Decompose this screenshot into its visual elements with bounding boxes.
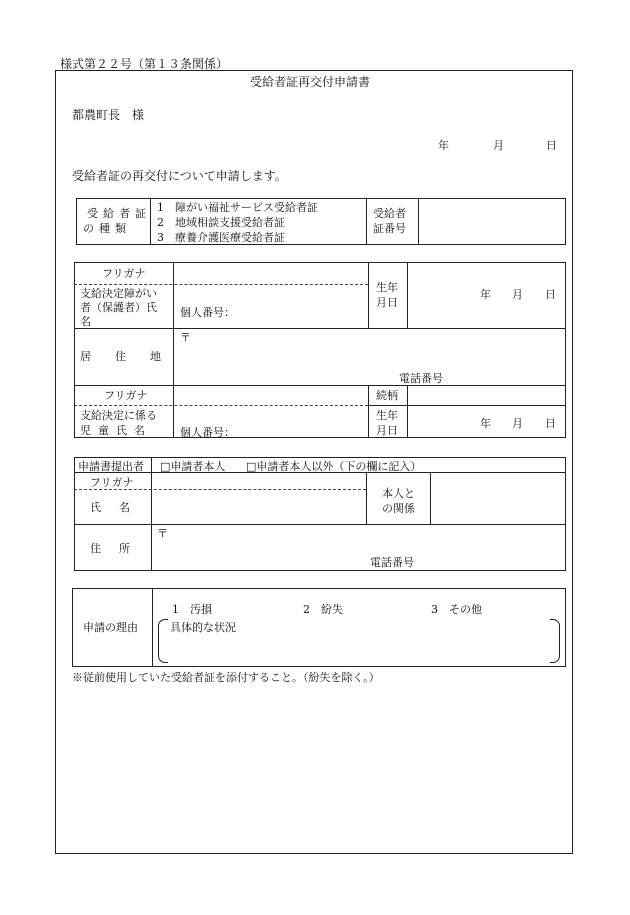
cert-number-field[interactable] [419, 199, 565, 244]
page-title: 受給者証再交付申請書 [250, 75, 371, 89]
submitter-label: 申請書提出者 [78, 460, 144, 473]
detail-bracket-left [158, 619, 168, 663]
relation-label: 続柄 [376, 389, 398, 402]
reason-option-soiled[interactable]: 1 汚損 [172, 603, 212, 616]
date-month[interactable]: 月 [493, 139, 504, 152]
birth-month[interactable]: 月 [512, 288, 523, 301]
address-field[interactable] [174, 329, 565, 384]
submitter-furigana-field[interactable] [152, 473, 365, 488]
child-birth-year[interactable]: 年 [480, 417, 491, 430]
child-birth-label: 生年 [376, 409, 398, 422]
submitter-other-checkbox[interactable]: □申請者本人以外（下の欄に記入） [246, 460, 422, 473]
detail-label: 具体的な状況 [170, 621, 236, 634]
child-birth-label-2: 月日 [376, 424, 398, 437]
cert-option-1[interactable]: 1 障がい福祉サービス受給者証 [157, 201, 318, 214]
applicant-name-label-3: 名 [80, 315, 91, 328]
relation-field[interactable] [408, 386, 565, 404]
reason-option-lost[interactable]: 2 紛失 [303, 603, 343, 616]
birth-year[interactable]: 年 [480, 288, 491, 301]
submitter-address-label: 住所 [90, 542, 148, 555]
cert-type-label: 受給者証 [87, 207, 151, 220]
cert-number-label: 受給者 [373, 207, 406, 220]
phone-label: 電話番号 [399, 372, 443, 385]
birth-label-2: 月日 [376, 296, 398, 309]
applicant-furigana-field[interactable] [174, 263, 367, 283]
child-name-field[interactable] [174, 406, 367, 437]
footnote: ※従前使用していた受給者証を添付すること。（紛失を除く。） [72, 671, 380, 684]
submitter-phone-label: 電話番号 [370, 556, 414, 569]
submitter-relation-field[interactable] [431, 473, 565, 523]
cert-option-3[interactable]: 3 療養介護医療受給者証 [157, 231, 285, 244]
child-birth-day[interactable]: 日 [545, 417, 556, 430]
submitter-name-field[interactable] [152, 490, 365, 523]
cert-type-label-2: の種類 [83, 222, 131, 235]
applicant-name-label-2: 者（保護者）氏 [80, 301, 157, 314]
submitter-relation-label: 本人と [382, 487, 415, 500]
cert-number-label-2: 証番号 [373, 222, 406, 235]
child-furigana-field[interactable] [174, 386, 367, 404]
form-number: 様式第２２号（第１３条関係） [60, 57, 229, 71]
birth-label: 生年 [376, 281, 398, 294]
applicant-name-label: 支給決定障がい [80, 287, 157, 300]
detail-field[interactable] [170, 636, 548, 661]
birth-day[interactable]: 日 [545, 288, 556, 301]
submitter-address-field[interactable] [152, 525, 565, 570]
submitter-self-checkbox[interactable]: □申請者本人 [160, 460, 226, 473]
address-label: 居住地 [80, 350, 185, 363]
postal-mark: 〒 [180, 331, 191, 344]
submitter-name-label: 氏名 [90, 501, 148, 514]
reason-label: 申請の理由 [83, 621, 138, 634]
submitter-relation-label-2: の関係 [382, 502, 415, 515]
child-personal-number-label: 個人番号： [180, 426, 235, 439]
addressee: 都農町長 様 [72, 108, 145, 122]
submitter-furigana-label: フリガナ [90, 476, 134, 489]
applicant-furigana-label: フリガナ [102, 267, 146, 280]
detail-bracket-right [550, 619, 560, 663]
cert-option-2[interactable]: 2 地域相談支援受給者証 [157, 216, 285, 229]
reason-option-other[interactable]: 3 その他 [431, 603, 482, 616]
child-name-label-2: 児童氏名 [80, 424, 152, 437]
child-birth-month[interactable]: 月 [512, 417, 523, 430]
submitter-postal-mark: 〒 [157, 527, 168, 540]
child-furigana-label: フリガナ [104, 389, 148, 402]
date-day[interactable]: 日 [546, 139, 557, 152]
personal-number-label: 個人番号： [180, 306, 235, 319]
intro-text: 受給者証の再交付について申請します。 [72, 169, 287, 183]
date-year[interactable]: 年 [438, 139, 449, 152]
child-name-label: 支給決定に係る [80, 409, 157, 422]
applicant-name-field[interactable] [174, 285, 367, 327]
